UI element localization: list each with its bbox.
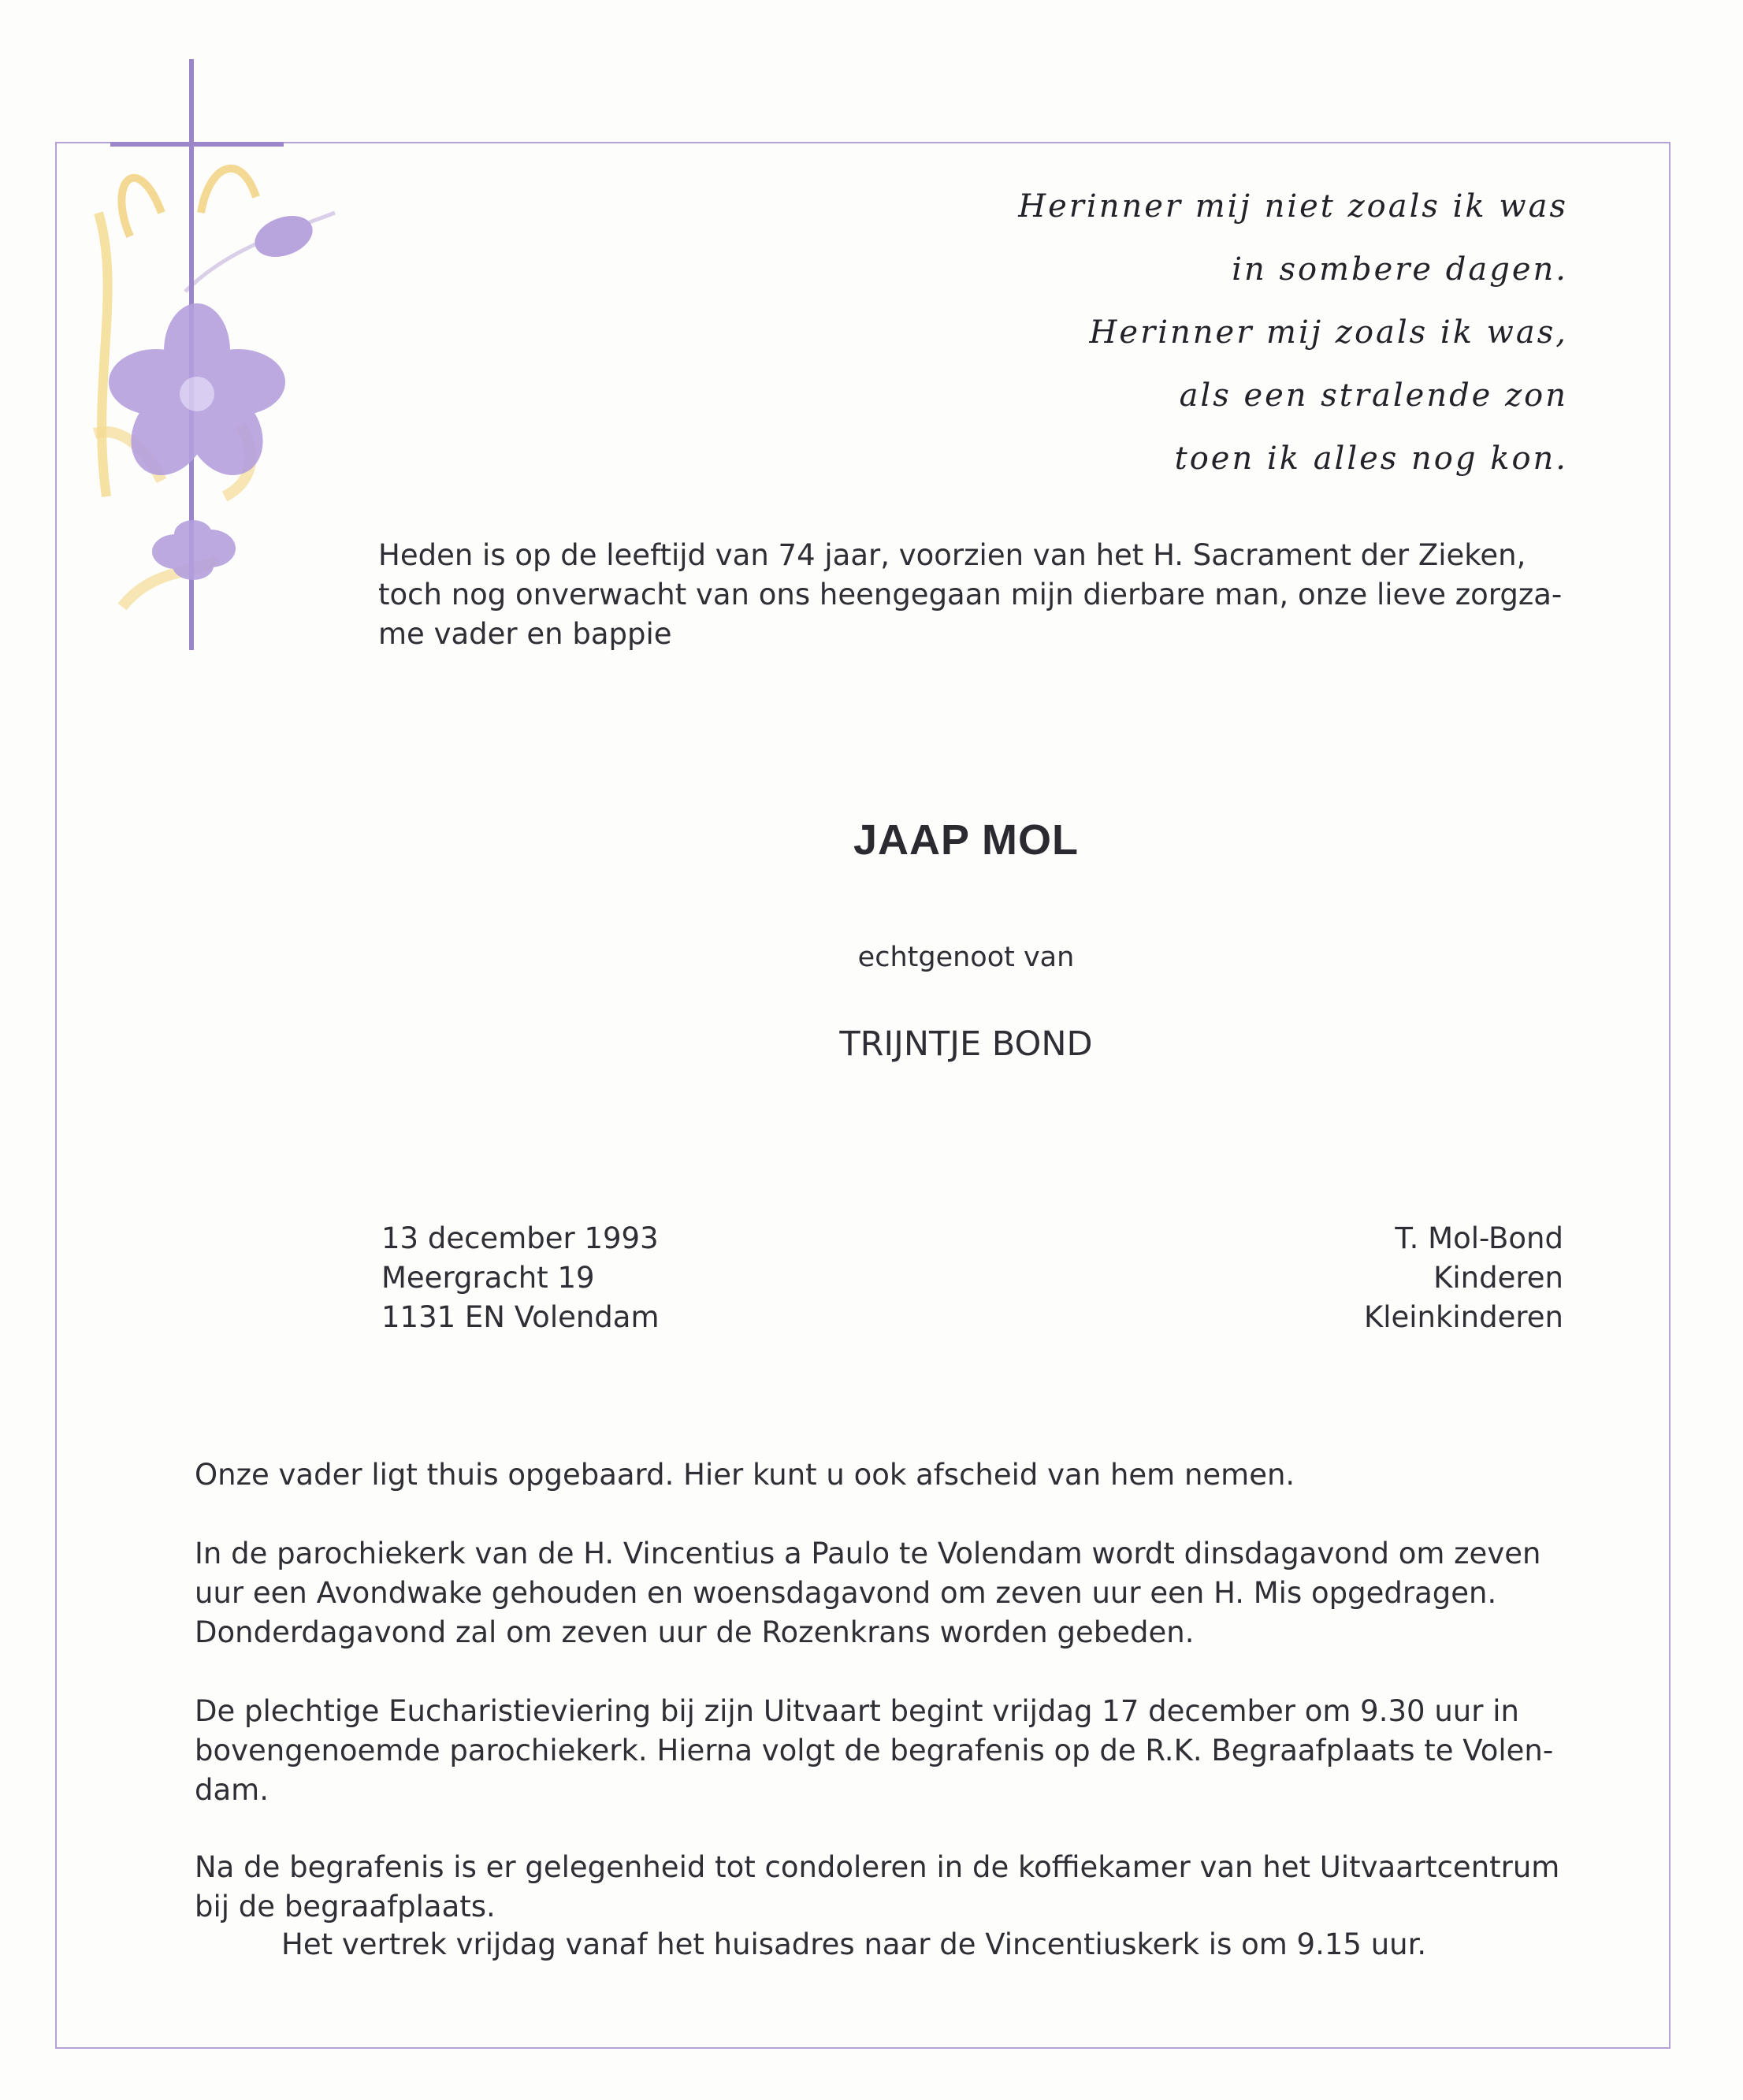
poem-line: Herinner mij zoals ik was, bbox=[1089, 314, 1568, 351]
leaf bbox=[201, 169, 256, 213]
deceased-name: JAAP MOL bbox=[853, 816, 1080, 864]
paragraph-line: bij de begraafplaats. bbox=[195, 1890, 496, 1923]
spouse-name: TRIJNTJE BOND bbox=[839, 1024, 1093, 1064]
flower-bud bbox=[249, 208, 318, 264]
intro-line: toch nog onverwacht van ons heengegaan mijn dierbare man, onze lieve zorgza- bbox=[378, 578, 1563, 611]
paragraph-viewing bbox=[195, 1455, 1566, 1495]
paragraph-departure bbox=[281, 1925, 1652, 1964]
spouse-label: echtgenoot van bbox=[857, 942, 1075, 973]
intro-line: Heden is op de leeftijd van 74 jaar, voorzien van het H. Sacrament der Zieken, bbox=[378, 538, 1526, 572]
family-line: Kleinkinderen bbox=[1363, 1300, 1563, 1334]
paragraph-line: dam. bbox=[195, 1773, 269, 1807]
street: Meergracht 19 bbox=[381, 1261, 595, 1295]
family-line: T. Mol-Bond bbox=[1395, 1221, 1563, 1255]
paragraph-line: uur een Avondwake gehouden en woensdagavond om zeven uur een H. Mis opgedragen. bbox=[195, 1576, 1497, 1610]
poem-line: toen ik alles nog kon. bbox=[1174, 440, 1568, 477]
paragraph-line: De plechtige Eucharistieviering bij zijn Uitvaart begint vrijdag 17 december om 9.30 uur in bbox=[195, 1694, 1519, 1728]
family-block bbox=[1364, 1219, 1563, 1337]
paragraph-funeral bbox=[195, 1692, 1566, 1810]
paragraph-line: In de parochiekerk van de H. Vincentius a Paulo te Volendam wordt dinsdagavond om zeven bbox=[195, 1537, 1541, 1570]
address-block bbox=[381, 1219, 660, 1337]
small-flower bbox=[152, 520, 236, 580]
paragraph-line: Het vertrek vrijdag vanaf het huisadres naar de Vincentiuskerk is om 9.15 uur. bbox=[281, 1927, 1427, 1961]
leaf bbox=[98, 213, 108, 496]
leaf bbox=[121, 178, 162, 236]
paragraph-services bbox=[195, 1534, 1566, 1652]
paragraph-condolences bbox=[195, 1848, 1566, 1927]
cross-flower-decoration bbox=[75, 55, 406, 654]
intro-line: me vader en bappie bbox=[378, 617, 672, 651]
poem-line: als een stralende zon bbox=[1179, 377, 1568, 414]
paragraph-line: Donderdagavond zal om zeven uur de Rozenkrans worden gebeden. bbox=[195, 1615, 1195, 1649]
date: 13 december 1993 bbox=[381, 1221, 659, 1255]
city: 1131 EN Volendam bbox=[381, 1300, 660, 1334]
family-line: Kinderen bbox=[1433, 1261, 1563, 1295]
cross-horizontal bbox=[110, 142, 284, 147]
paragraph-line: Na de begrafenis is er gelegenheid tot condoleren in de koffiekamer van het Uitvaartcentrum bbox=[195, 1850, 1560, 1884]
paragraph-line: Onze vader ligt thuis opgebaard. Hier kunt u ook afscheid van hem nemen. bbox=[195, 1458, 1295, 1492]
poem-line: in sombere dagen. bbox=[1232, 251, 1568, 288]
intro-text bbox=[378, 536, 1568, 654]
large-flower bbox=[109, 303, 285, 489]
paragraph-line: bovengenoemde parochiekerk. Hierna volgt de begrafenis op de R.K. Begraafplaats te Volen- bbox=[195, 1734, 1554, 1767]
poem bbox=[859, 175, 1568, 490]
poem-line: Herinner mij niet zoals ik was bbox=[1018, 188, 1568, 225]
